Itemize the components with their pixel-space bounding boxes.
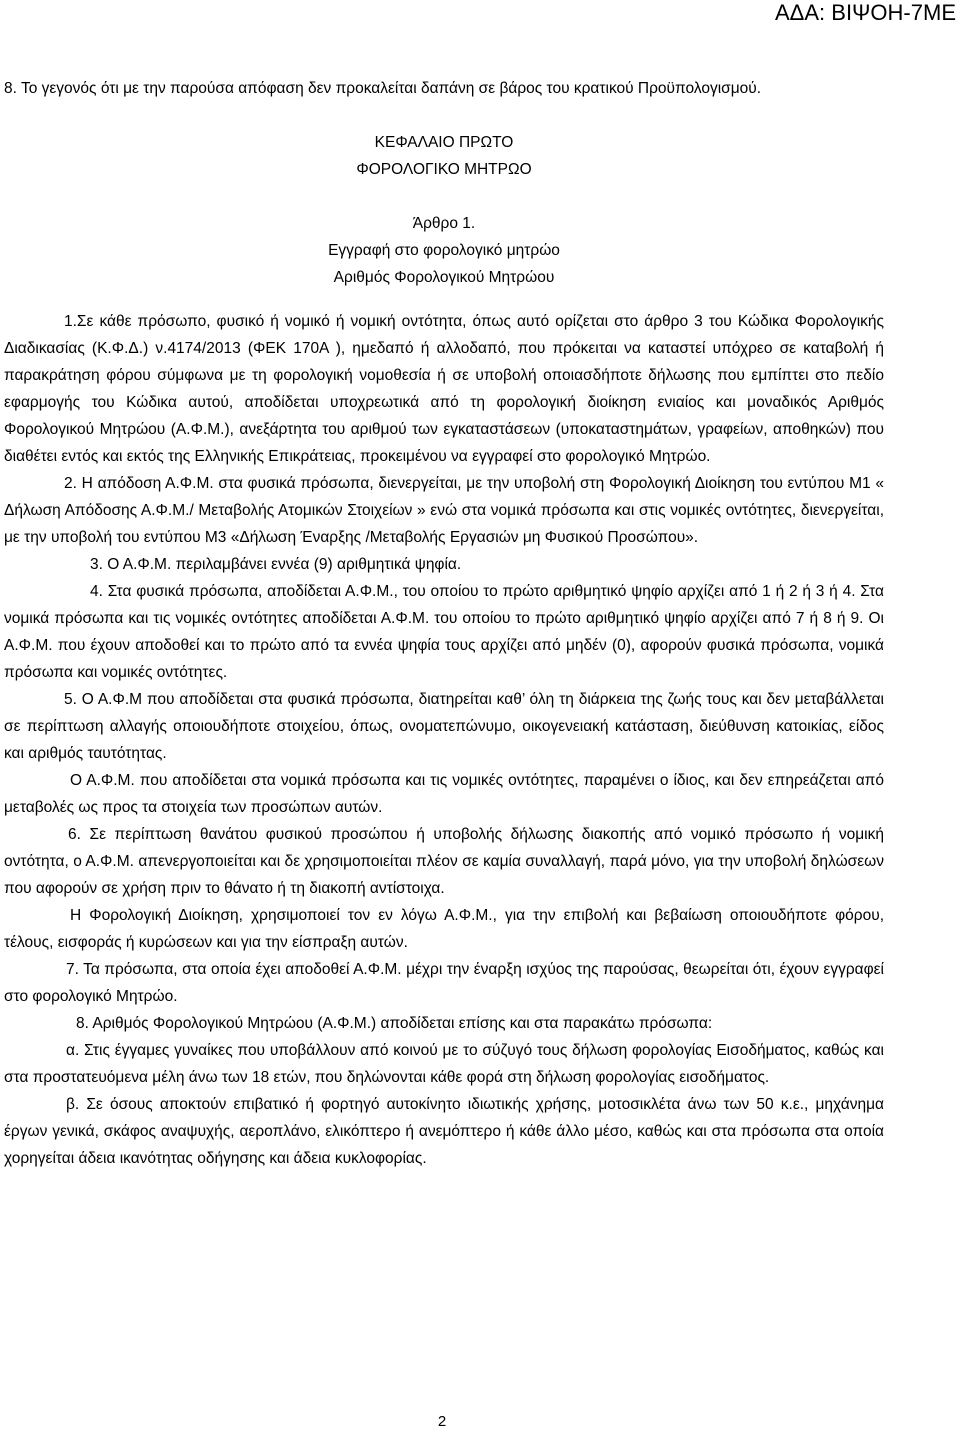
chapter-title: ΦΟΡΟΛΟΓΙΚΟ ΜΗΤΡΩΟ (356, 161, 532, 178)
paragraph-5: 5. Ο Α.Φ.Μ που αποδίδεται στα φυσικά πρόσωπα, διατηρείται καθ’ όλη τη διάρκεια της ζωής τους και δεν μεταβάλλεται σε περίπτωση αλλαγής οποιουδήποτε στοιχείου, όπως, ονοματεπώνυμο, οικογενειακή κατάσταση, διεύθυνση κατοικίας, είδος και αριθμός ταυτότητας. (4, 691, 884, 762)
chapter-label: ΚΕΦΑΛΑΙΟ ΠΡΩΤΟ (374, 134, 514, 151)
article-title-line2: Αριθμός Φορολογικού Μητρώου (333, 269, 555, 286)
paragraph-7: 7. Τα πρόσωπα, στα οποία έχει αποδοθεί Α.Φ.Μ. μέχρι την έναρξη ισχύος της παρούσας, θεωρείται ότι, έχουν εγγραφεί στο φορολογικό Μητρώο. (4, 961, 884, 1005)
spacer (4, 102, 884, 129)
paragraph-4: 4. Στα φυσικά πρόσωπα, αποδίδεται Α.Φ.Μ., του οποίου το πρώτο αριθμητικό ψηφίο αρχίζει από 1 ή 2 ή 3 ή 4. Στα νομικά πρόσωπα και τις νομικές οντότητες αποδίδεται Α.Φ.Μ. του οποίου το πρώτο αριθμητικό ψηφίο αρχίζει από 7 ή 8 ή 9. Οι Α.Φ.Μ. που έχουν αποδοθεί και το πρώτο από τα εννέα ψηφία τους αρχίζει από μηδέν (0), αφορούν φυσικά πρόσωπα, νομικά πρόσωπα και νομικές οντότητες. (4, 583, 884, 681)
paragraph-3: 3. Ο Α.Φ.Μ. περιλαμβάνει εννέα (9) αριθμητικά ψηφία. (90, 556, 462, 573)
paragraph-beta: β. Σε όσους αποκτούν επιβατικό ή φορτηγό αυτοκίνητο ιδιωτικής χρήσης, μοτοσικλέτα άνω των 50 κ.ε., μηχάνημα έργων γενικά, σκάφος αναψυχής, αεροπλάνο, ελικόπτερο ή ανεμόπτερο ή κάθε άλλο μέσο, καθώς και στα πρόσωπα στα οποία χορηγείται άδεια ικανότητας οδήγησης και άδεια κυκλοφορίας. (4, 1096, 884, 1167)
paragraph-alpha: α. Στις έγγαμες γυναίκες που υποβάλλουν από κοινού με το σύζυγό τους δήλωση φορολογίας Εισοδήματος, καθώς και στα προστατευόμενα μέλη άνω των 18 ετών, που δηλώνονται κάθε φορά στη δήλωση φορολογίας εισοδήματος. (4, 1042, 884, 1086)
paragraph-1: 1.Σε κάθε πρόσωπο, φυσικό ή νομικό ή νομική οντότητα, όπως αυτό ορίζεται στο άρθρο 3 του Κώδικα Φορολογικής Διαδικασίας (Κ.Φ.Δ.) ν.4174/2013 (ΦΕΚ 170Α ), ημεδαπό ή αλλοδαπό, που πρόκειται να καταστεί υπόχρεο σε καταβολή ή παρακράτηση φόρου σύμφωνα με τη φορολογική νομοθεσία ή σε υποβολή οποιασδήποτε δήλωσης που εμπίπτει στο πεδίο εφαρμογής του Κώδικα αυτού, αποδίδεται υποχρεωτικά από τη φορολογική διοίκηση ενιαίος και μοναδικός Αριθμός Φορολογικού Μητρώου (Α.Φ.Μ.), ανεξάρτητα του αριθμού των εγκαταστάσεων (υποκαταστημάτων, γραφείων, αποθηκών) που διαθέτει εντός και εκτός της Ελληνικής Επικράτειας, προκειμένου να εγγραφεί στο φορολογικό Μητρώο. (4, 313, 884, 465)
paragraph-6b: Η Φορολογική Διοίκηση, χρησιμοποιεί τον εν λόγω Α.Φ.Μ., για την επιβολή και βεβαίωση οποιουδήποτε φόρου, τέλους, εισφοράς ή κυρώσεων και για την είσπραξη αυτών. (4, 907, 884, 951)
spacer (4, 183, 884, 210)
intro-item-8: 8. Το γεγονός ότι με την παρούσα απόφαση δεν προκαλείται δαπάνη σε βάρος του κρατικού Προϋπολογισμού. (4, 80, 762, 97)
spacer (4, 291, 884, 308)
paragraph-5b: Ο Α.Φ.Μ. που αποδίδεται στα νομικά πρόσωπα και τις νομικές οντότητες, παραμένει ο ίδιος, και δεν επηρεάζεται από μεταβολές ως προς τα στοιχεία των προσώπων αυτών. (4, 772, 884, 816)
paragraph-8: 8. Αριθμός Φορολογικού Μητρώου (Α.Φ.Μ.) αποδίδεται επίσης και στα παρακάτω πρόσωπα: (76, 1015, 713, 1032)
document-body (4, 75, 884, 1172)
paragraph-2: 2. Η απόδοση Α.Φ.Μ. στα φυσικά πρόσωπα, διενεργείται, με την υποβολή στη Φορολογική Διοίκηση του εντύπου Μ1 « Δήλωση Απόδοσης Α.Φ.Μ./ Μεταβολής Ατομικών Στοιχείων » ενώ στα νομικά πρόσωπα και στις νομικές οντότητες, διενεργείται, με την υποβολή του εντύπου Μ3 «Δήλωση Έναρξης /Μεταβολής Εργασιών μη Φυσικού Προσώπου». (4, 475, 884, 546)
ada-code: ΑΔΑ: ΒΙΨΟΗ-7ΜΕ (775, 0, 956, 25)
paragraph-6: 6. Σε περίπτωση θανάτου φυσικού προσώπου ή υποβολής δήλωσης διακοπής από νομικό πρόσωπο ή νομική οντότητα, ο Α.Φ.Μ. απενεργοποιείται και δε χρησιμοποιείται πλέον σε καμία συναλλαγή, παρά μόνο, για την υποβολή δηλώσεων που αφορούν σε χρήση πριν το θάνατο ή τη διακοπή αντίστοιχα. (4, 826, 884, 897)
page-number: 2 (437, 1413, 447, 1430)
article-title-line1: Εγγραφή στο φορολογικό μητρώο (328, 242, 560, 259)
article-label: Άρθρο 1. (412, 215, 476, 232)
